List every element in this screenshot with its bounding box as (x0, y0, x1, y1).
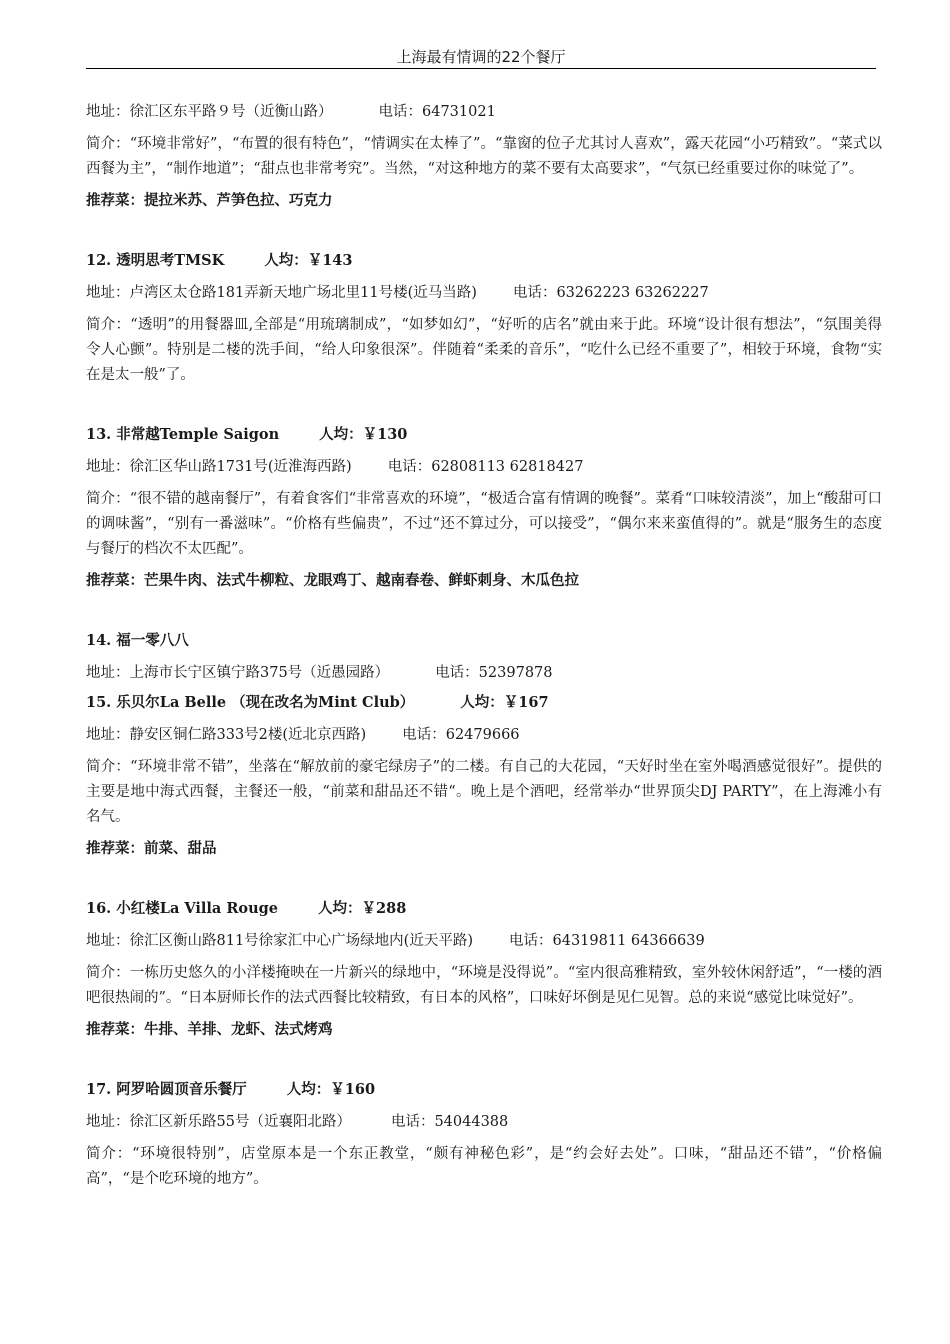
recommend-dishes: 推荐菜：芒果牛肉、法式牛柳粒、龙眼鸡丁、越南春卷、鲜虾刺身、木瓜色拉 (86, 573, 579, 589)
phone: 电话：54044388 (390, 1114, 509, 1130)
phone: 电话：62479666 (402, 727, 520, 743)
restaurant-title (86, 1077, 882, 1102)
address: 地址：徐汇区新乐路55号（近襄阳北路） (86, 1114, 351, 1130)
recommend-dishes: 推荐菜：前菜、甜品 (86, 841, 217, 857)
restaurant-price: 人均：￥167 (460, 694, 549, 711)
recommend-dishes: 推荐菜：牛排、羊排、龙虾、法式烤鸡 (86, 1022, 333, 1038)
restaurant-price: 人均：￥143 (264, 252, 353, 269)
document-body (86, 100, 882, 1192)
address-line (86, 100, 882, 125)
address: 地址：卢湾区太仓路181弄新天地广场北里11号楼(近马当路) (86, 285, 477, 301)
page-header-title: 上海最有情调的22个餐厅 (396, 48, 566, 66)
restaurant-name: 12. 透明思考TMSK (86, 252, 225, 269)
restaurant-title (86, 422, 882, 447)
address-line (86, 1110, 882, 1135)
header-divider (86, 68, 876, 69)
intro-paragraph: 简介：“透明”的用餐器皿,全部是“用琉璃制成”，“如梦如幻”，“好听的店名”就由来于此。环境“设计很有想法”，“氛围美得令人心颤”。特别是二楼的洗手间，“给人印象很深”。伴随着“柔柔的音乐”，“吃什么已经不重要了”，相较于环境，食物“实在是太一般”了。 (86, 317, 882, 383)
phone: 电话：62808113 62818427 (387, 459, 584, 475)
address-line (86, 929, 882, 954)
address: 地址：徐汇区衡山路811号徐家汇中心广场绿地内(近天平路) (86, 933, 473, 949)
address-line (86, 661, 882, 686)
phone: 电话：64731021 (378, 104, 496, 120)
phone: 电话：52397878 (435, 665, 553, 681)
restaurant-title (86, 248, 882, 273)
restaurant-title (86, 628, 882, 653)
intro-paragraph: 简介：“环境很特别”，店堂原本是一个东正教堂，“颇有神秘色彩”，是“约会好去处”。口味，“甜品还不错”，“价格偏高”，“是个吃环境的地方”。 (86, 1146, 882, 1187)
restaurant-name: 15. 乐贝尔La Belle （现在改名为Mint Club） (86, 694, 415, 711)
address-line (86, 455, 882, 480)
restaurant-name: 14. 福一零八八 (86, 632, 189, 649)
address: 地址：静安区铜仁路333号2楼(近北京西路) (86, 727, 367, 743)
restaurant-price: 人均：￥288 (318, 900, 407, 917)
address: 地址：徐汇区东平路９号（近衡山路） (86, 104, 333, 120)
phone: 电话：63262223 63262227 (512, 285, 709, 301)
address: 地址：徐汇区华山路1731号(近淮海西路) (86, 459, 352, 475)
restaurant-title (86, 896, 882, 921)
restaurant-name: 16. 小红楼La Villa Rouge (86, 900, 279, 917)
address-line (86, 281, 882, 306)
intro-paragraph: 简介：“环境非常不错”，坐落在“解放前的豪宅绿房子”的二楼。有自己的大花园，“天好时坐在室外喝酒感觉很好”。提供的主要是地中海式西餐，主餐还一般，“前菜和甜品还不错“。晚上是个酒吧，经常举办“世界顶尖DJ PARTY”，在上海滩小有名气。 (86, 759, 882, 825)
restaurant-price: 人均：￥130 (319, 426, 408, 443)
restaurant-price: 人均：￥160 (286, 1081, 376, 1098)
intro-paragraph: 简介：一栋历史悠久的小洋楼掩映在一片新兴的绿地中，“环境是没得说”。“室内很高雅精致，室外较休闲舒适”，“一楼的酒吧很热闹的”。“日本厨师长作的法式西餐比较精致，有日本的风格”，口味好坏倒是见仁见智。总的来说“感觉比味觉好”。 (86, 965, 882, 1006)
address: 地址：上海市长宁区镇宁路375号（近愚园路） (86, 665, 390, 681)
restaurant-name: 17. 阿罗哈圆顶音乐餐厅 (86, 1081, 247, 1098)
address-line (86, 723, 882, 748)
restaurant-title (86, 690, 882, 715)
restaurant-name: 13. 非常越Temple Saigon (86, 426, 280, 443)
intro-paragraph: 简介：“环境非常好”，“布置的很有特色”，“情调实在太棒了”。“靠窗的位子尤其讨人喜欢”，露天花园“小巧精致”。“菜式以西餐为主”，“制作地道”；“甜点也非常考究”。当然，“对这种地方的菜不要有太高要求”，“气氛已经重要过你的味觉了”。 (86, 136, 882, 177)
recommend-dishes: 推荐菜：提拉米苏、芦笋色拉、巧克力 (86, 193, 333, 209)
intro-paragraph: 简介：“很不错的越南餐厅”，有着食客们“非常喜欢的环境”，“极适合富有情调的晚餐”。菜肴“口味较清淡”，加上“酸甜可口的调味酱”，“别有一番滋味”。“价格有些偏贵”，不过“还不算过分，可以接受”，“偶尔来来蛮值得的”。就是“服务生的态度与餐厅的档次不太匹配”。 (86, 491, 882, 557)
phone: 电话：64319811 64366639 (509, 933, 705, 949)
